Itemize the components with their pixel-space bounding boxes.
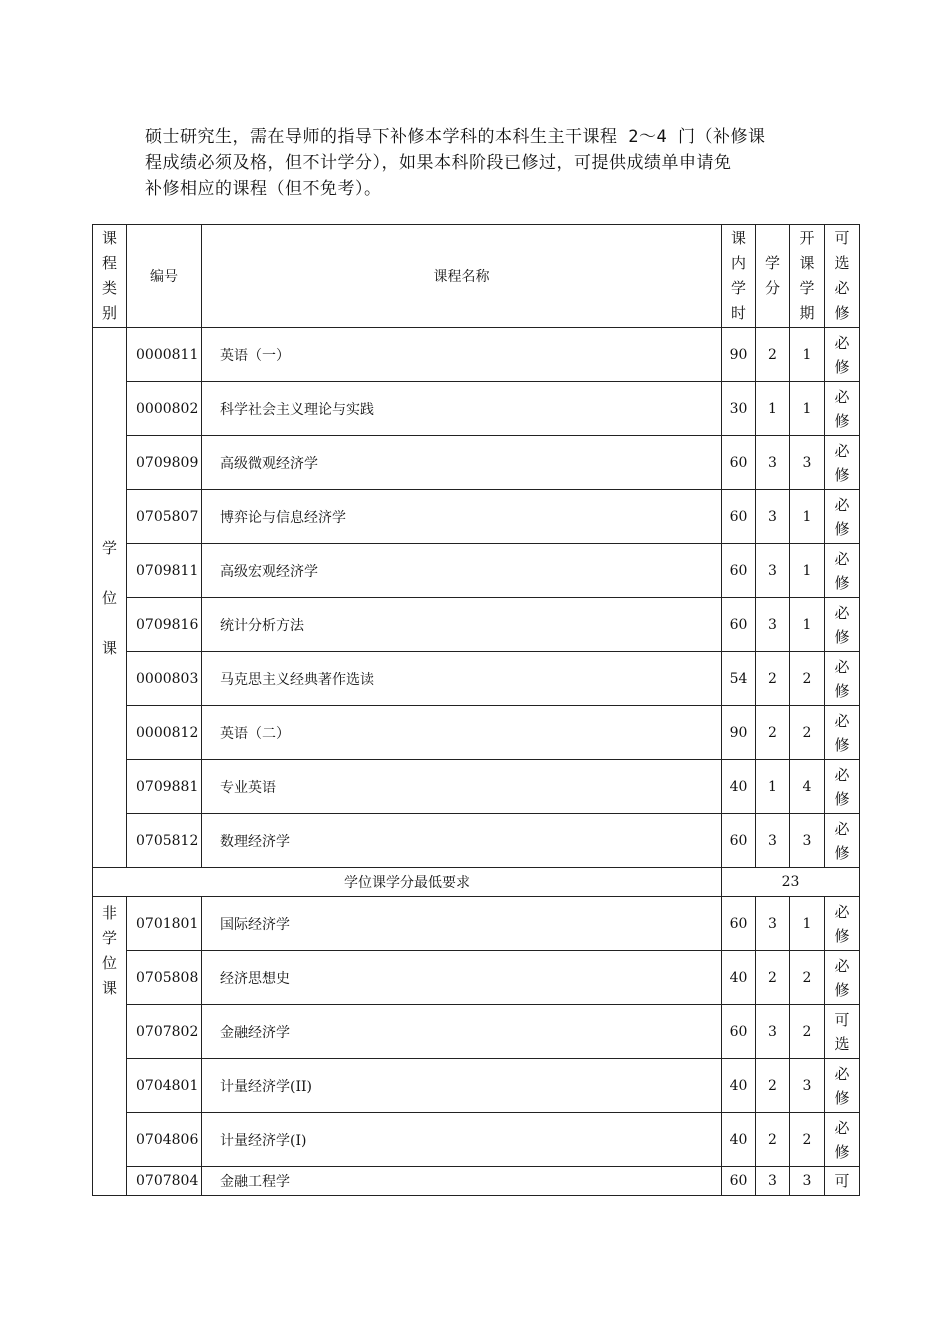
summary-label: 学位课学分最低要求 (93, 868, 722, 897)
table-row (93, 436, 860, 490)
course-required: 必修 (825, 897, 860, 951)
course-hours: 60 (722, 544, 756, 598)
course-code: 0709816 (127, 598, 202, 652)
course-term: 2 (790, 1005, 825, 1059)
course-required: 必修 (825, 328, 860, 382)
course-code: 0701801 (127, 897, 202, 951)
course-required: 必修 (825, 760, 860, 814)
course-name: 国际经济学 (202, 897, 722, 951)
course-name: 统计分析方法 (202, 598, 722, 652)
course-name: 计量经济学(II) (202, 1059, 722, 1113)
course-credits: 3 (756, 897, 790, 951)
course-term: 3 (790, 436, 825, 490)
course-name: 数理经济学 (202, 814, 722, 868)
course-hours: 90 (722, 706, 756, 760)
course-required: 必修 (825, 652, 860, 706)
intro-paragraph (145, 124, 825, 202)
course-required: 必修 (825, 706, 860, 760)
table-row (93, 544, 860, 598)
course-code: 0709881 (127, 760, 202, 814)
course-code: 0704801 (127, 1059, 202, 1113)
course-term: 1 (790, 490, 825, 544)
intro-line: 补修相应的课程（但不免考）。 (145, 179, 382, 199)
course-code: 0000812 (127, 706, 202, 760)
header-credits: 学分 (756, 225, 790, 328)
course-required: 必修 (825, 544, 860, 598)
course-credits: 2 (756, 706, 790, 760)
course-term: 3 (790, 1059, 825, 1113)
course-credits: 3 (756, 1005, 790, 1059)
category-cell: 非学位课 (93, 897, 127, 1196)
course-required: 必修 (825, 1059, 860, 1113)
course-name: 马克思主义经典著作选读 (202, 652, 722, 706)
course-name: 英语（一） (202, 328, 722, 382)
table-row (93, 652, 860, 706)
course-hours: 40 (722, 951, 756, 1005)
course-credits: 2 (756, 652, 790, 706)
course-term: 2 (790, 706, 825, 760)
course-hours: 60 (722, 490, 756, 544)
course-credits: 2 (756, 328, 790, 382)
table-row (93, 814, 860, 868)
course-hours: 60 (722, 897, 756, 951)
course-required: 必修 (825, 598, 860, 652)
course-hours: 60 (722, 598, 756, 652)
header-code: 编号 (127, 225, 202, 328)
header-hours: 课内学时 (722, 225, 756, 328)
course-name: 高级宏观经济学 (202, 544, 722, 598)
course-hours: 60 (722, 1167, 756, 1196)
course-credits: 3 (756, 544, 790, 598)
course-term: 1 (790, 897, 825, 951)
course-required: 必修 (825, 814, 860, 868)
course-credits: 2 (756, 1113, 790, 1167)
summary-row (93, 868, 860, 897)
summary-value: 23 (722, 868, 860, 897)
course-code: 0707804 (127, 1167, 202, 1196)
table-row (93, 490, 860, 544)
course-code: 0705812 (127, 814, 202, 868)
course-term: 1 (790, 598, 825, 652)
table-row (93, 1113, 860, 1167)
course-code: 0707802 (127, 1005, 202, 1059)
intro-line: 硕士研究生，需在导师的指导下补修本学科的本科生主干课程 2～4 门（补修课 (145, 127, 766, 147)
course-name: 博弈论与信息经济学 (202, 490, 722, 544)
table-row (93, 1167, 860, 1196)
course-credits: 2 (756, 951, 790, 1005)
course-term: 4 (790, 760, 825, 814)
course-name: 英语（二） (202, 706, 722, 760)
course-code: 0709809 (127, 436, 202, 490)
table-row (93, 598, 860, 652)
course-credits: 1 (756, 760, 790, 814)
course-credits: 3 (756, 1167, 790, 1196)
course-hours: 40 (722, 760, 756, 814)
course-required: 必修 (825, 382, 860, 436)
intro-line: 程成绩必须及格，但不计学分），如果本科阶段已修过，可提供成绩单申请免 (145, 153, 732, 173)
course-credits: 3 (756, 598, 790, 652)
course-code: 0704806 (127, 1113, 202, 1167)
table-row (93, 328, 860, 382)
course-required: 可选 (825, 1005, 860, 1059)
course-code: 0705808 (127, 951, 202, 1005)
course-code: 0709811 (127, 544, 202, 598)
header-required: 可选必修 (825, 225, 860, 328)
table-row (93, 897, 860, 951)
course-credits: 3 (756, 490, 790, 544)
course-hours: 30 (722, 382, 756, 436)
header-category: 课程类别 (93, 225, 127, 328)
course-term: 2 (790, 1113, 825, 1167)
course-required: 必修 (825, 1113, 860, 1167)
course-term: 1 (790, 382, 825, 436)
course-hours: 60 (722, 436, 756, 490)
course-name: 金融工程学 (202, 1167, 722, 1196)
course-credits: 3 (756, 436, 790, 490)
course-code: 0000811 (127, 328, 202, 382)
table-row (93, 1059, 860, 1113)
course-name: 经济思想史 (202, 951, 722, 1005)
header-term: 开课学期 (790, 225, 825, 328)
course-name: 高级微观经济学 (202, 436, 722, 490)
course-name: 科学社会主义理论与实践 (202, 382, 722, 436)
table-header-row (93, 225, 860, 328)
course-term: 2 (790, 652, 825, 706)
course-term: 3 (790, 814, 825, 868)
course-required: 必修 (825, 490, 860, 544)
course-name: 计量经济学(I) (202, 1113, 722, 1167)
table-row (93, 382, 860, 436)
course-term: 1 (790, 544, 825, 598)
course-hours: 40 (722, 1113, 756, 1167)
course-code: 0000803 (127, 652, 202, 706)
table-row (93, 951, 860, 1005)
table-row (93, 1005, 860, 1059)
course-credits: 1 (756, 382, 790, 436)
category-cell: 学位课 (93, 328, 127, 868)
course-term: 3 (790, 1167, 825, 1196)
table-row (93, 706, 860, 760)
course-credits: 2 (756, 1059, 790, 1113)
course-name: 金融经济学 (202, 1005, 722, 1059)
course-hours: 40 (722, 1059, 756, 1113)
course-term: 1 (790, 328, 825, 382)
course-credits: 3 (756, 814, 790, 868)
course-hours: 60 (722, 814, 756, 868)
course-term: 2 (790, 951, 825, 1005)
course-required: 必修 (825, 436, 860, 490)
header-name: 课程名称 (202, 225, 722, 328)
course-name: 专业英语 (202, 760, 722, 814)
course-required: 可 (825, 1167, 860, 1196)
course-hours: 60 (722, 1005, 756, 1059)
course-hours: 54 (722, 652, 756, 706)
course-table (92, 224, 860, 1196)
course-required: 必修 (825, 951, 860, 1005)
course-code: 0000802 (127, 382, 202, 436)
course-code: 0705807 (127, 490, 202, 544)
table-row (93, 760, 860, 814)
course-hours: 90 (722, 328, 756, 382)
